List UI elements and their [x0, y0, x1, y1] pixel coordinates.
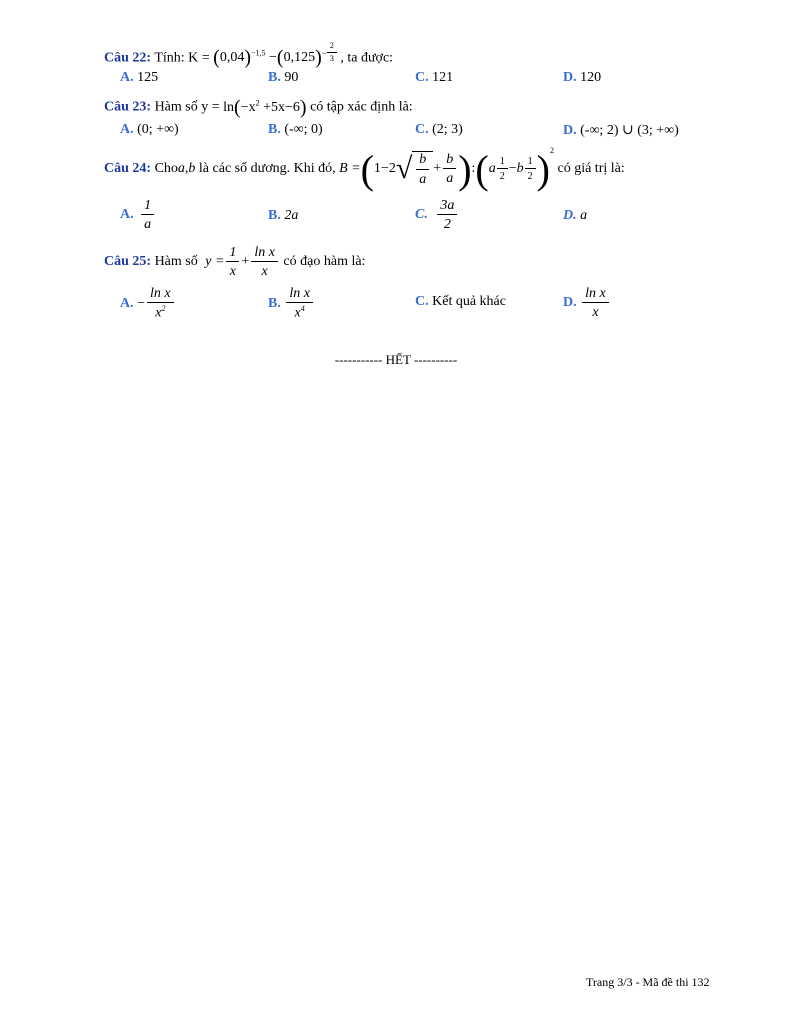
expr-base: 0,125 — [283, 50, 316, 66]
expr-base: a — [488, 161, 496, 176]
question-stem: Cho — [154, 161, 178, 176]
question-label: Câu 24: — [104, 161, 152, 176]
separator: , — [184, 161, 189, 176]
end-marker: ----------- HẾT ---------- — [334, 352, 458, 367]
option-text: (-∞; 2) ∪ (3; +∞) — [580, 123, 679, 138]
question-25 — [104, 243, 365, 281]
option-text: Kết quả khác — [432, 294, 506, 309]
option-c[interactable] — [415, 294, 506, 310]
option-label: D. — [563, 123, 577, 138]
frac-num: ln x — [147, 286, 174, 303]
expr-base: 0,04 — [219, 50, 245, 66]
option-label: D. — [563, 208, 577, 223]
question-stem-suffix: có đạo hàm là: — [279, 254, 366, 269]
expr-function: ln — [223, 99, 235, 115]
expr-exponent-sign: − — [321, 47, 327, 58]
frac-num: ln x — [582, 286, 609, 303]
option-label: C. — [415, 294, 429, 309]
frac-den: x — [592, 305, 599, 321]
question-label: Câu 25: — [104, 254, 152, 269]
option-b[interactable] — [268, 208, 298, 224]
frac-num: 1 — [226, 245, 239, 262]
option-text: 121 — [432, 70, 454, 85]
option-d[interactable] — [563, 208, 587, 224]
frac-den-exp: 4 — [300, 304, 305, 314]
question-stem-suffix: có tập xác định là: — [310, 99, 413, 115]
option-label: A. — [120, 295, 134, 311]
expr-lhs: y = — [205, 254, 225, 269]
math-expression: B = ( 1−2 √ $\frac{b}{a}$ + $\frac{b}{a}$ ) : ( a $\frac{1}{2}$ − b $\frac{1}{2}$ ) 2 — [339, 145, 554, 192]
expr-operator: + — [433, 161, 442, 176]
option-a[interactable] — [120, 286, 176, 321]
expr-exponent: 2 — [255, 98, 260, 108]
frac-num: ln x — [286, 286, 313, 303]
frac-num: 3a — [437, 198, 457, 215]
expr-operator: : — [471, 161, 476, 176]
frac-den: a — [446, 171, 454, 186]
question-stem: Hàm số — [154, 254, 202, 269]
option-c[interactable] — [415, 70, 453, 86]
question-22 — [104, 42, 393, 70]
expr-lhs: B = — [339, 161, 361, 176]
option-text: 2a — [284, 208, 299, 223]
frac-den: a — [419, 171, 427, 187]
frac-den-exp: 2 — [161, 304, 166, 314]
frac-num: ln x — [251, 245, 278, 262]
expr-operator: + — [241, 254, 250, 269]
option-d[interactable] — [563, 70, 601, 86]
option-a[interactable] — [120, 122, 179, 138]
option-c[interactable] — [415, 198, 459, 233]
option-label: B. — [268, 295, 281, 311]
option-label: B. — [268, 208, 281, 223]
expr-term: 1−2 — [373, 161, 396, 176]
exponent-den: 2 — [527, 171, 533, 182]
option-label: A. — [120, 122, 134, 137]
option-label: D. — [563, 295, 577, 311]
question-stem: Hàm số y = — [154, 99, 224, 115]
exponent-num: 1 — [497, 156, 508, 169]
frac-den: x — [229, 264, 237, 279]
option-label: C. — [415, 70, 429, 85]
frac-num: 1 — [141, 198, 154, 215]
exponent-num: 1 — [525, 156, 536, 169]
option-text: 120 — [580, 70, 602, 85]
expr-exponent: −1,5 — [251, 48, 266, 58]
expr-operator: − — [269, 50, 277, 66]
option-b[interactable] — [268, 286, 315, 321]
option-b[interactable] — [268, 70, 298, 86]
option-sign: − — [137, 295, 146, 311]
question-24 — [104, 146, 625, 192]
option-text: a — [580, 208, 588, 223]
expr-exponent-num: 2 — [327, 42, 337, 53]
frac-num: b — [443, 152, 456, 169]
question-label: Câu 23: — [104, 99, 152, 115]
expr-term: −x — [240, 99, 256, 115]
option-text: (2; 3) — [432, 122, 463, 137]
option-label: D. — [563, 70, 577, 85]
option-label: A. — [120, 207, 134, 223]
option-d[interactable] — [563, 286, 611, 321]
option-text: (0; +∞) — [137, 122, 179, 137]
math-expression: $\ln(-x^2 +5x-6)$ — [223, 96, 307, 118]
option-label: C. — [415, 122, 429, 137]
option-label: B. — [268, 122, 281, 137]
option-label: A. — [120, 70, 134, 85]
variable-a: a — [177, 161, 185, 176]
option-d[interactable] — [563, 122, 679, 139]
option-c[interactable] — [415, 122, 463, 138]
expr-exponent-den: 3 — [329, 53, 334, 63]
question-stem-suffix: có giá trị là: — [553, 161, 625, 176]
question-label: Câu 22: — [104, 50, 152, 66]
frac-den: x — [294, 306, 301, 322]
option-label: B. — [268, 70, 281, 85]
expr-term: +5x−6 — [259, 99, 300, 115]
frac-den: a — [144, 217, 152, 233]
math-expression: $(0,04)^{-1,5} -(0,125)$ − $\frac{2}{3}$ — [213, 50, 340, 65]
exponent-den: 2 — [499, 171, 505, 182]
question-23 — [104, 96, 413, 119]
sqrt-expression: √ $\frac{b}{a}$ — [396, 151, 433, 187]
question-stem: Tính: K = — [154, 50, 214, 66]
option-text: (-∞; 0) — [284, 122, 323, 137]
option-label: C. — [415, 207, 428, 223]
option-a[interactable] — [120, 70, 158, 86]
option-text: 125 — [137, 70, 159, 85]
frac-den: x — [261, 264, 268, 279]
math-expression — [205, 245, 280, 280]
option-text: 90 — [284, 70, 299, 85]
variable-b: b — [188, 161, 196, 176]
option-a[interactable] — [120, 198, 156, 233]
expr-exponent: 2 — [549, 145, 554, 155]
frac-den: x — [155, 306, 162, 322]
frac-den: 2 — [443, 217, 451, 233]
page-footer: Trang 3/3 - Mã đề thi 132 — [586, 975, 710, 989]
question-stem: là các số dương. Khi đó, — [195, 161, 340, 176]
frac-num: b — [416, 152, 429, 169]
expr-operator: − — [508, 161, 517, 176]
question-stem-suffix: , ta được: — [340, 50, 394, 66]
option-b[interactable] — [268, 122, 323, 138]
expr-base: b — [516, 161, 524, 176]
